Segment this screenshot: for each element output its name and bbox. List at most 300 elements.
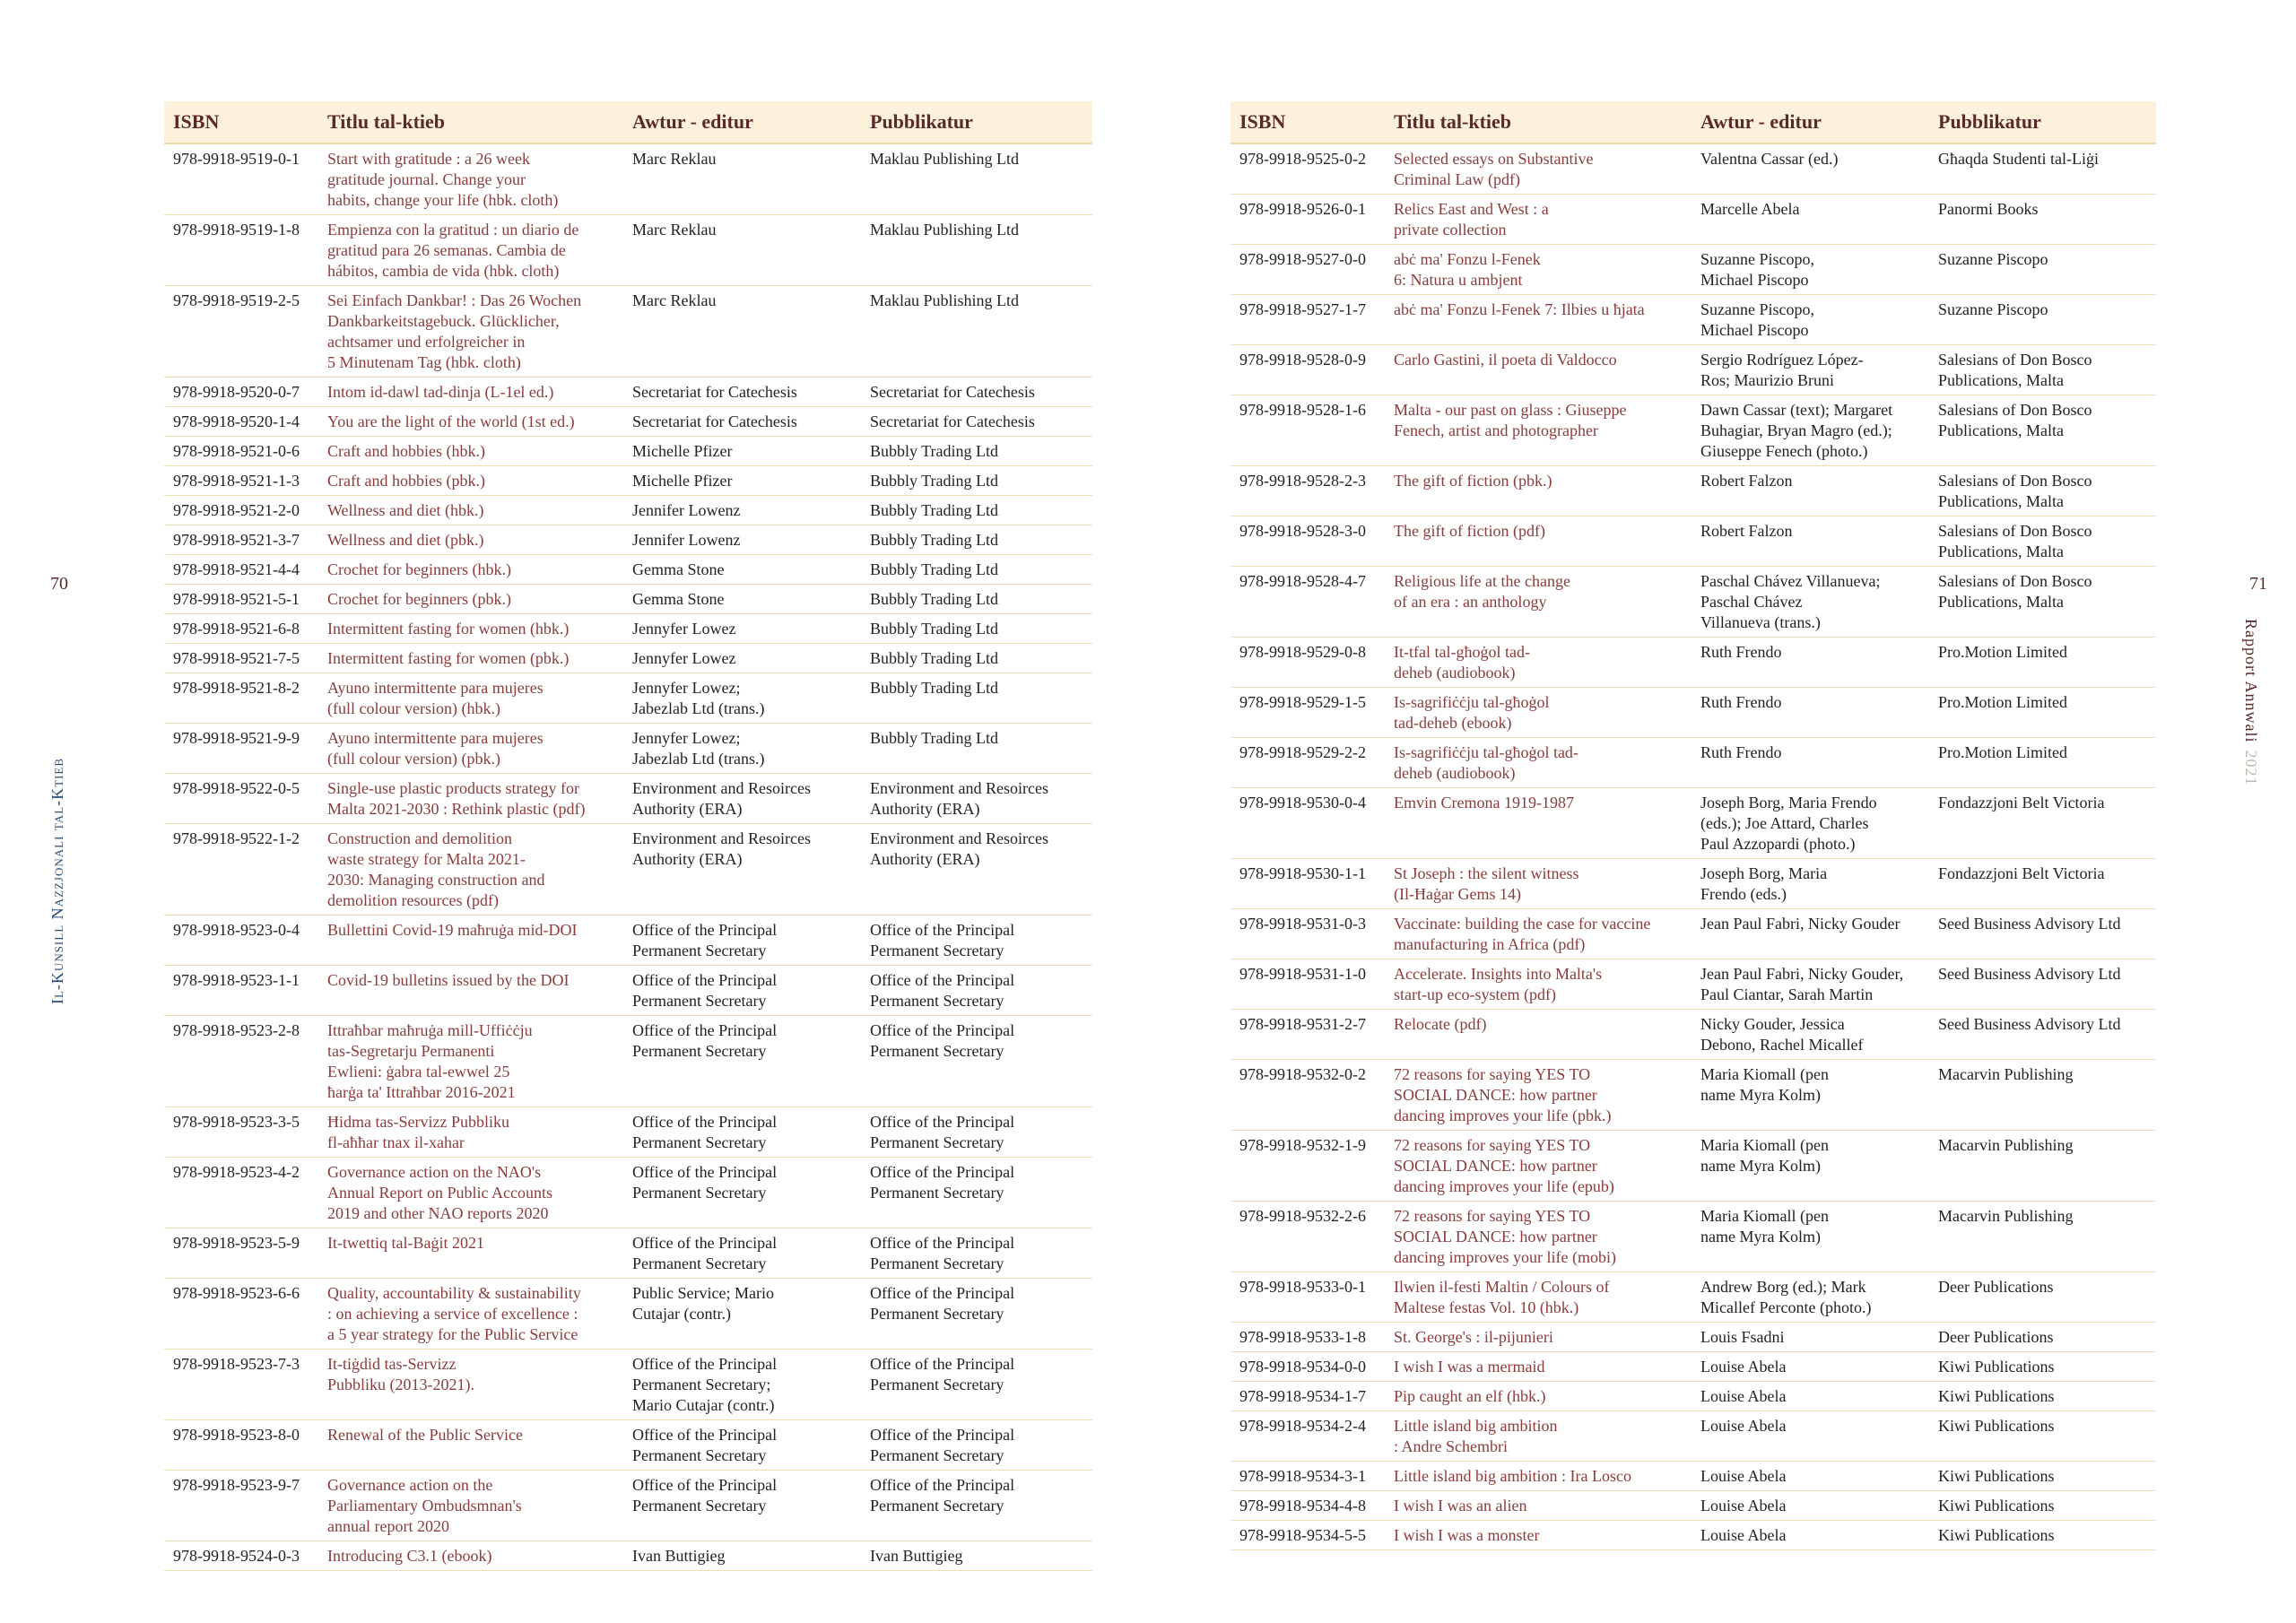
table-row — [1231, 1382, 2156, 1411]
table-row — [1231, 345, 2156, 395]
publisher-cell: Bubbly Trading Ltd — [861, 673, 1092, 724]
table-row — [1231, 638, 2156, 688]
publisher-cell: Deer Publications — [1929, 1323, 2156, 1352]
table-row — [1231, 738, 2156, 788]
title-cell: Renewal of the Public Service — [318, 1420, 623, 1471]
table-row — [1231, 959, 2156, 1010]
publisher-cell: Environment and Resoirces Authority (ERA) — [861, 774, 1092, 824]
publisher-cell: Office of the Principal Permanent Secretary — [861, 1107, 1092, 1158]
table-row — [164, 437, 1092, 466]
running-head-title: Rapport Annwali — [2242, 619, 2260, 743]
isbn-cell: 978-9918-9529-0-8 — [1231, 638, 1385, 688]
title-cell: I wish I was an alien — [1385, 1491, 1692, 1521]
title-cell: Craft and hobbies (hbk.) — [318, 437, 623, 466]
author-cell: Office of the Principal Permanent Secretary — [623, 1158, 861, 1228]
title-cell: It-twettiq tal-Baġit 2021 — [318, 1228, 623, 1279]
publisher-cell: Office of the Principal Permanent Secretary — [861, 1471, 1092, 1541]
table-row — [164, 644, 1092, 673]
title-cell: Is-sagrifiċċju tal-għoġol tad- deheb (audiobook) — [1385, 738, 1692, 788]
title-cell: Relocate (pdf) — [1385, 1010, 1692, 1060]
isbn-cell: 978-9918-9534-4-8 — [1231, 1491, 1385, 1521]
publisher-cell: Office of the Principal Permanent Secretary — [861, 1279, 1092, 1350]
isbn-cell: 978-9918-9523-0-4 — [164, 916, 318, 966]
author-cell: Ivan Buttigieg — [623, 1541, 861, 1571]
publisher-cell: Macarvin Publishing — [1929, 1202, 2156, 1272]
author-cell: Jean Paul Fabri, Nicky Gouder, Paul Ciantar, Sarah Martin — [1692, 959, 1929, 1010]
table-row — [1231, 1462, 2156, 1491]
author-cell: Office of the Principal Permanent Secretary — [623, 1471, 861, 1541]
isbn-cell: 978-9918-9529-1-5 — [1231, 688, 1385, 738]
author-cell: Maria Kiomall (pen name Myra Kolm) — [1692, 1202, 1929, 1272]
title-cell: Sei Einfach Dankbar! : Das 26 Wochen Dankbarkeitstagebuck. Glücklicher, achtsamer und erfolgreicher in 5 Minutenam Tag (hbk. cloth) — [318, 286, 623, 378]
header-isbn: ISBN — [164, 101, 318, 143]
table-row — [1231, 1521, 2156, 1550]
title-cell: Governance action on the Parliamentary Ombudsmnan's annual report 2020 — [318, 1471, 623, 1541]
isbn-cell: 978-9918-9528-2-3 — [1231, 466, 1385, 516]
isbn-cell: 978-9918-9520-1-4 — [164, 407, 318, 437]
title-cell: I wish I was a monster — [1385, 1521, 1692, 1550]
isbn-cell: 978-9918-9532-0-2 — [1231, 1060, 1385, 1131]
publisher-cell: Environment and Resoirces Authority (ERA) — [861, 824, 1092, 916]
isbn-cell: 978-9918-9519-1-8 — [164, 215, 318, 286]
publisher-cell: Bubbly Trading Ltd — [861, 555, 1092, 585]
publisher-cell: Office of the Principal Permanent Secretary — [861, 1228, 1092, 1279]
publisher-cell: Office of the Principal Permanent Secretary — [861, 1350, 1092, 1420]
publisher-cell: Maklau Publishing Ltd — [861, 215, 1092, 286]
isbn-cell: 978-9918-9521-2-0 — [164, 496, 318, 525]
isbn-cell: 978-9918-9531-0-3 — [1231, 909, 1385, 959]
table-row — [164, 143, 1092, 215]
author-cell: Office of the Principal Permanent Secretary — [623, 1420, 861, 1471]
title-cell: Little island big ambition : Ira Losco — [1385, 1462, 1692, 1491]
title-cell: Pip caught an elf (hbk.) — [1385, 1382, 1692, 1411]
publisher-cell: Office of the Principal Permanent Secretary — [861, 916, 1092, 966]
publisher-cell: Pro.Motion Limited — [1929, 688, 2156, 738]
table-row — [1231, 1010, 2156, 1060]
table-row — [164, 378, 1092, 407]
title-cell: Is-sagrifiċċju tal-għoġol tad-deheb (ebook) — [1385, 688, 1692, 738]
table-row — [164, 585, 1092, 614]
table-row — [1231, 1323, 2156, 1352]
author-cell: Office of the Principal Permanent Secretary — [623, 916, 861, 966]
publisher-cell: Office of the Principal Permanent Secretary — [861, 1420, 1092, 1471]
title-cell: 72 reasons for saying YES TO SOCIAL DANCE: how partner dancing improves your life (epub) — [1385, 1131, 1692, 1202]
isbn-table-right — [1231, 101, 2156, 1550]
table-row — [1231, 143, 2156, 195]
title-cell: Crochet for beginners (pbk.) — [318, 585, 623, 614]
title-cell: Carlo Gastini, il poeta di Valdocco — [1385, 345, 1692, 395]
title-cell: Introducing C3.1 (ebook) — [318, 1541, 623, 1571]
isbn-cell: 978-9918-9520-0-7 — [164, 378, 318, 407]
author-cell: Environment and Resoirces Authority (ERA) — [623, 774, 861, 824]
page-number-left: 70 — [50, 574, 68, 594]
table-row — [164, 916, 1092, 966]
title-cell: Ayuno intermittente para mujeres (full colour version) (pbk.) — [318, 724, 623, 774]
publisher-cell: Secretariat for Catechesis — [861, 378, 1092, 407]
isbn-cell: 978-9918-9523-3-5 — [164, 1107, 318, 1158]
table-row — [164, 1107, 1092, 1158]
publisher-cell: Ivan Buttigieg — [861, 1541, 1092, 1571]
title-cell: Quality, accountability & sustainability : on achieving a service of excellence : a 5 year strategy for the Public Service — [318, 1279, 623, 1350]
isbn-cell: 978-9918-9522-0-5 — [164, 774, 318, 824]
table-header-row — [164, 101, 1092, 143]
author-cell: Jennyfer Lowez — [623, 644, 861, 673]
table-row — [164, 215, 1092, 286]
isbn-cell: 978-9918-9530-0-4 — [1231, 788, 1385, 859]
publisher-cell: Deer Publications — [1929, 1272, 2156, 1323]
author-cell: Maria Kiomall (pen name Myra Kolm) — [1692, 1131, 1929, 1202]
author-cell: Robert Falzon — [1692, 466, 1929, 516]
publisher-cell: Salesians of Don Bosco Publications, Malta — [1929, 516, 2156, 567]
author-cell: Marcelle Abela — [1692, 195, 1929, 245]
title-cell: Malta - our past on glass : Giuseppe Fenech, artist and photographer — [1385, 395, 1692, 466]
title-cell: Intermittent fasting for women (pbk.) — [318, 644, 623, 673]
isbn-cell: 978-9918-9521-0-6 — [164, 437, 318, 466]
publisher-cell: Kiwi Publications — [1929, 1491, 2156, 1521]
isbn-cell: 978-9918-9519-0-1 — [164, 143, 318, 215]
isbn-cell: 978-9918-9521-8-2 — [164, 673, 318, 724]
author-cell: Jennyfer Lowez; Jabezlab Ltd (trans.) — [623, 724, 861, 774]
isbn-cell: 978-9918-9532-1-9 — [1231, 1131, 1385, 1202]
isbn-cell: 978-9918-9528-1-6 — [1231, 395, 1385, 466]
isbn-cell: 978-9918-9531-2-7 — [1231, 1010, 1385, 1060]
isbn-cell: 978-9918-9533-1-8 — [1231, 1323, 1385, 1352]
isbn-cell: 978-9918-9521-3-7 — [164, 525, 318, 555]
isbn-cell: 978-9918-9530-1-1 — [1231, 859, 1385, 909]
author-cell: Ruth Frendo — [1692, 638, 1929, 688]
publisher-cell: Seed Business Advisory Ltd — [1929, 959, 2156, 1010]
isbn-cell: 978-9918-9521-1-3 — [164, 466, 318, 496]
isbn-cell: 978-9918-9534-2-4 — [1231, 1411, 1385, 1462]
author-cell: Maria Kiomall (pen name Myra Kolm) — [1692, 1060, 1929, 1131]
author-cell: Office of the Principal Permanent Secretary; Mario Cutajar (contr.) — [623, 1350, 861, 1420]
publisher-cell: Seed Business Advisory Ltd — [1929, 909, 2156, 959]
running-head-right — [2241, 619, 2260, 786]
page-number-right: 71 — [2249, 574, 2267, 594]
publisher-cell: Suzanne Piscopo — [1929, 245, 2156, 295]
author-cell: Ruth Frendo — [1692, 738, 1929, 788]
publisher-cell: Bubbly Trading Ltd — [861, 437, 1092, 466]
publisher-cell: Office of the Principal Permanent Secretary — [861, 1016, 1092, 1107]
title-cell: St. George's : il-pijunieri — [1385, 1323, 1692, 1352]
isbn-cell: 978-9918-9528-0-9 — [1231, 345, 1385, 395]
isbn-cell: 978-9918-9521-6-8 — [164, 614, 318, 644]
isbn-cell: 978-9918-9523-2-8 — [164, 1016, 318, 1107]
table-row — [164, 1350, 1092, 1420]
author-cell: Michelle Pfizer — [623, 466, 861, 496]
table-row — [164, 286, 1092, 378]
title-cell: Wellness and diet (hbk.) — [318, 496, 623, 525]
title-cell: Vaccinate: building the case for vaccine manufacturing in Africa (pdf) — [1385, 909, 1692, 959]
table-row — [1231, 1202, 2156, 1272]
isbn-cell: 978-9918-9521-5-1 — [164, 585, 318, 614]
publisher-cell: Bubbly Trading Ltd — [861, 585, 1092, 614]
isbn-cell: 978-9918-9528-3-0 — [1231, 516, 1385, 567]
table-row — [1231, 466, 2156, 516]
table-row — [164, 525, 1092, 555]
author-cell: Office of the Principal Permanent Secretary — [623, 1228, 861, 1279]
isbn-cell: 978-9918-9526-0-1 — [1231, 195, 1385, 245]
isbn-cell: 978-9918-9532-2-6 — [1231, 1202, 1385, 1272]
table-row — [164, 1541, 1092, 1571]
isbn-cell: 978-9918-9524-0-3 — [164, 1541, 318, 1571]
title-cell: Religious life at the change of an era : an anthology — [1385, 567, 1692, 638]
title-cell: Accelerate. Insights into Malta's start-up eco-system (pdf) — [1385, 959, 1692, 1010]
title-cell: St Joseph : the silent witness (Il-Ħaġar Gems 14) — [1385, 859, 1692, 909]
title-cell: Wellness and diet (pbk.) — [318, 525, 623, 555]
title-cell: The gift of fiction (pbk.) — [1385, 466, 1692, 516]
title-cell: The gift of fiction (pdf) — [1385, 516, 1692, 567]
isbn-cell: 978-9918-9523-4-2 — [164, 1158, 318, 1228]
author-cell: Louis Fsadni — [1692, 1323, 1929, 1352]
table-row — [164, 1279, 1092, 1350]
isbn-cell: 978-9918-9523-6-6 — [164, 1279, 318, 1350]
title-cell: I wish I was a mermaid — [1385, 1352, 1692, 1382]
title-cell: Single-use plastic products strategy for Malta 2021-2030 : Rethink plastic (pdf) — [318, 774, 623, 824]
title-cell: Empienza con la gratitud : un diario de gratitud para 26 semanas. Cambia de hábitos, cambia de vida (hbk. cloth) — [318, 215, 623, 286]
author-cell: Louise Abela — [1692, 1521, 1929, 1550]
author-cell: Michelle Pfizer — [623, 437, 861, 466]
publisher-cell: Bubbly Trading Ltd — [861, 525, 1092, 555]
table-row — [1231, 1352, 2156, 1382]
publisher-cell: Salesians of Don Bosco Publications, Malta — [1929, 466, 2156, 516]
table-row — [1231, 1411, 2156, 1462]
table-body-right — [1231, 143, 2156, 1550]
author-cell: Robert Falzon — [1692, 516, 1929, 567]
title-cell: Selected essays on Substantive Criminal Law (pdf) — [1385, 143, 1692, 195]
table-row — [164, 1471, 1092, 1541]
title-cell: abċ ma' Fonzu l-Fenek 6: Natura u ambjent — [1385, 245, 1692, 295]
author-cell: Jennifer Lowenz — [623, 496, 861, 525]
author-cell: Joseph Borg, Maria Frendo (eds.); Joe Attard, Charles Paul Azzopardi (photo.) — [1692, 788, 1929, 859]
table-row — [1231, 567, 2156, 638]
isbn-cell: 978-9918-9534-5-5 — [1231, 1521, 1385, 1550]
author-cell: Louise Abela — [1692, 1352, 1929, 1382]
publisher-cell: Maklau Publishing Ltd — [861, 286, 1092, 378]
table-row — [164, 496, 1092, 525]
table-row — [164, 1420, 1092, 1471]
title-cell: Ittraħbar maħruġa mill-Uffiċċju tas-Segretarju Permanenti Ewlieni: ġabra tal-ewwel 25 ħarġa ta' Ittraħbar 2016-2021 — [318, 1016, 623, 1107]
header-author: Awtur - editur — [623, 101, 861, 143]
header-title: Titlu tal-ktieb — [1385, 101, 1692, 143]
author-cell: Valentna Cassar (ed.) — [1692, 143, 1929, 195]
table-row — [1231, 859, 2156, 909]
table-row — [164, 1158, 1092, 1228]
author-cell: Environment and Resoirces Authority (ERA) — [623, 824, 861, 916]
publisher-cell: Office of the Principal Permanent Secretary — [861, 966, 1092, 1016]
isbn-cell: 978-9918-9534-3-1 — [1231, 1462, 1385, 1491]
table-row — [1231, 395, 2156, 466]
isbn-cell: 978-9918-9529-2-2 — [1231, 738, 1385, 788]
isbn-cell: 978-9918-9522-1-2 — [164, 824, 318, 916]
isbn-cell: 978-9918-9534-1-7 — [1231, 1382, 1385, 1411]
publisher-cell: Macarvin Publishing — [1929, 1131, 2156, 1202]
isbn-cell: 978-9918-9523-7-3 — [164, 1350, 318, 1420]
table-row — [1231, 1491, 2156, 1521]
author-cell: Ruth Frendo — [1692, 688, 1929, 738]
author-cell: Andrew Borg (ed.); Mark Micallef Perconte (photo.) — [1692, 1272, 1929, 1323]
isbn-cell: 978-9918-9533-0-1 — [1231, 1272, 1385, 1323]
author-cell: Secretariat for Catechesis — [623, 378, 861, 407]
table-row — [1231, 688, 2156, 738]
table-row — [1231, 1060, 2156, 1131]
author-cell: Sergio Rodríguez López- Ros; Maurizio Bruni — [1692, 345, 1929, 395]
author-cell: Gemma Stone — [623, 585, 861, 614]
author-cell: Jennyfer Lowez; Jabezlab Ltd (trans.) — [623, 673, 861, 724]
header-title: Titlu tal-ktieb — [318, 101, 623, 143]
title-cell: You are the light of the world (1st ed.) — [318, 407, 623, 437]
table-row — [1231, 516, 2156, 567]
isbn-cell: 978-9918-9519-2-5 — [164, 286, 318, 378]
title-cell: It-tfal tal-għoġol tad- deheb (audiobook) — [1385, 638, 1692, 688]
author-cell: Jean Paul Fabri, Nicky Gouder — [1692, 909, 1929, 959]
title-cell: Construction and demolition waste strategy for Malta 2021- 2030: Managing construction and demolition resources (pdf) — [318, 824, 623, 916]
table-row — [164, 824, 1092, 916]
author-cell: Office of the Principal Permanent Secretary — [623, 1107, 861, 1158]
title-cell: Ayuno intermittente para mujeres (full colour version) (hbk.) — [318, 673, 623, 724]
author-cell: Nicky Gouder, Jessica Debono, Rachel Micallef — [1692, 1010, 1929, 1060]
table-row — [164, 555, 1092, 585]
title-cell: Emvin Cremona 1919-1987 — [1385, 788, 1692, 859]
isbn-cell: 978-9918-9527-0-0 — [1231, 245, 1385, 295]
author-cell: Louise Abela — [1692, 1382, 1929, 1411]
author-cell: Public Service; Mario Cutajar (contr.) — [623, 1279, 861, 1350]
publisher-cell: Kiwi Publications — [1929, 1382, 2156, 1411]
title-cell: Governance action on the NAO's Annual Report on Public Accounts 2019 and other NAO reports 2020 — [318, 1158, 623, 1228]
publisher-cell: Salesians of Don Bosco Publications, Malta — [1929, 395, 2156, 466]
isbn-cell: 978-9918-9531-1-0 — [1231, 959, 1385, 1010]
isbn-cell: 978-9918-9521-4-4 — [164, 555, 318, 585]
header-publisher: Pubblikatur — [861, 101, 1092, 143]
author-cell: Marc Reklau — [623, 286, 861, 378]
author-cell: Louise Abela — [1692, 1491, 1929, 1521]
publisher-cell: Office of the Principal Permanent Secretary — [861, 1158, 1092, 1228]
isbn-cell: 978-9918-9523-9-7 — [164, 1471, 318, 1541]
table-row — [164, 774, 1092, 824]
author-cell: Marc Reklau — [623, 143, 861, 215]
publisher-cell: Panormi Books — [1929, 195, 2156, 245]
running-head-left: Il-Kunsill Nazzjonali tal-Ktieb — [48, 757, 66, 1004]
title-cell: Start with gratitude : a 26 week gratitude journal. Change your habits, change your life (hbk. cloth) — [318, 143, 623, 215]
table-body-left — [164, 143, 1092, 1571]
table-row — [1231, 1131, 2156, 1202]
title-cell: Crochet for beginners (hbk.) — [318, 555, 623, 585]
publisher-cell: Kiwi Publications — [1929, 1352, 2156, 1382]
title-cell: Intom id-dawl tad-dinja (L-1el ed.) — [318, 378, 623, 407]
left-page — [164, 101, 1092, 1571]
table-row — [164, 614, 1092, 644]
publisher-cell: Seed Business Advisory Ltd — [1929, 1010, 2156, 1060]
title-cell: Intermittent fasting for women (hbk.) — [318, 614, 623, 644]
publisher-cell: Għaqda Studenti tal-Liġi — [1929, 143, 2156, 195]
publisher-cell: Bubbly Trading Ltd — [861, 614, 1092, 644]
author-cell: Suzanne Piscopo, Michael Piscopo — [1692, 295, 1929, 345]
publisher-cell: Maklau Publishing Ltd — [861, 143, 1092, 215]
publisher-cell: Kiwi Publications — [1929, 1411, 2156, 1462]
author-cell: Jennifer Lowenz — [623, 525, 861, 555]
title-cell: abċ ma' Fonzu l-Fenek 7: Ilbies u ħjata — [1385, 295, 1692, 345]
author-cell: Louise Abela — [1692, 1462, 1929, 1491]
header-publisher: Pubblikatur — [1929, 101, 2156, 143]
publisher-cell: Bubbly Trading Ltd — [861, 496, 1092, 525]
author-cell: Office of the Principal Permanent Secretary — [623, 966, 861, 1016]
header-author: Awtur - editur — [1692, 101, 1929, 143]
title-cell: Relics East and West : a private collection — [1385, 195, 1692, 245]
author-cell: Marc Reklau — [623, 215, 861, 286]
isbn-cell: 978-9918-9527-1-7 — [1231, 295, 1385, 345]
author-cell: Dawn Cassar (text); Margaret Buhagiar, Bryan Magro (ed.); Giuseppe Fenech (photo.) — [1692, 395, 1929, 466]
running-head-year: 2021 — [2242, 750, 2260, 786]
title-cell: It-tiġdid tas-Servizz Pubbliku (2013-2021). — [318, 1350, 623, 1420]
title-cell: 72 reasons for saying YES TO SOCIAL DANCE: how partner dancing improves your life (pbk.) — [1385, 1060, 1692, 1131]
author-cell: Suzanne Piscopo, Michael Piscopo — [1692, 245, 1929, 295]
author-cell: Secretariat for Catechesis — [623, 407, 861, 437]
publisher-cell: Bubbly Trading Ltd — [861, 466, 1092, 496]
isbn-cell: 978-9918-9534-0-0 — [1231, 1352, 1385, 1382]
isbn-cell: 978-9918-9521-7-5 — [164, 644, 318, 673]
isbn-cell: 978-9918-9521-9-9 — [164, 724, 318, 774]
table-row — [164, 1228, 1092, 1279]
table-row — [164, 407, 1092, 437]
isbn-cell: 978-9918-9523-1-1 — [164, 966, 318, 1016]
author-cell: Jennyfer Lowez — [623, 614, 861, 644]
author-cell: Gemma Stone — [623, 555, 861, 585]
table-row — [1231, 788, 2156, 859]
author-cell: Paschal Chávez Villanueva; Paschal Chávez Villanueva (trans.) — [1692, 567, 1929, 638]
table-row — [1231, 295, 2156, 345]
publisher-cell: Fondazzjoni Belt Victoria — [1929, 859, 2156, 909]
title-cell: Bullettini Covid-19 maħruġa mid-DOI — [318, 916, 623, 966]
table-row — [164, 966, 1092, 1016]
title-cell: 72 reasons for saying YES TO SOCIAL DANCE: how partner dancing improves your life (mobi) — [1385, 1202, 1692, 1272]
publisher-cell: Macarvin Publishing — [1929, 1060, 2156, 1131]
title-cell: Ilwien il-festi Maltin / Colours of Maltese festas Vol. 10 (hbk.) — [1385, 1272, 1692, 1323]
publisher-cell: Salesians of Don Bosco Publications, Malta — [1929, 345, 2156, 395]
publisher-cell: Bubbly Trading Ltd — [861, 724, 1092, 774]
author-cell: Joseph Borg, Maria Frendo (eds.) — [1692, 859, 1929, 909]
author-cell: Louise Abela — [1692, 1411, 1929, 1462]
right-page — [1231, 101, 2156, 1550]
title-cell: Craft and hobbies (pbk.) — [318, 466, 623, 496]
table-row — [1231, 909, 2156, 959]
table-row — [1231, 1272, 2156, 1323]
publisher-cell: Kiwi Publications — [1929, 1462, 2156, 1491]
table-header-row — [1231, 101, 2156, 143]
table-row — [1231, 195, 2156, 245]
table-row — [1231, 245, 2156, 295]
isbn-cell: 978-9918-9523-5-9 — [164, 1228, 318, 1279]
header-isbn: ISBN — [1231, 101, 1385, 143]
publisher-cell: Kiwi Publications — [1929, 1521, 2156, 1550]
table-row — [164, 724, 1092, 774]
isbn-cell: 978-9918-9528-4-7 — [1231, 567, 1385, 638]
publisher-cell: Salesians of Don Bosco Publications, Malta — [1929, 567, 2156, 638]
publisher-cell: Fondazzjoni Belt Victoria — [1929, 788, 2156, 859]
publisher-cell: Secretariat for Catechesis — [861, 407, 1092, 437]
publisher-cell: Bubbly Trading Ltd — [861, 644, 1092, 673]
publisher-cell: Pro.Motion Limited — [1929, 638, 2156, 688]
title-cell: Ħidma tas-Servizz Pubbliku fl-aħħar tnax il-xahar — [318, 1107, 623, 1158]
table-row — [164, 673, 1092, 724]
isbn-cell: 978-9918-9523-8-0 — [164, 1420, 318, 1471]
author-cell: Office of the Principal Permanent Secretary — [623, 1016, 861, 1107]
table-row — [164, 1016, 1092, 1107]
isbn-table-left — [164, 101, 1092, 1571]
title-cell: Little island big ambition : Andre Schembri — [1385, 1411, 1692, 1462]
title-cell: Covid-19 bulletins issued by the DOI — [318, 966, 623, 1016]
table-row — [164, 466, 1092, 496]
isbn-cell: 978-9918-9525-0-2 — [1231, 143, 1385, 195]
